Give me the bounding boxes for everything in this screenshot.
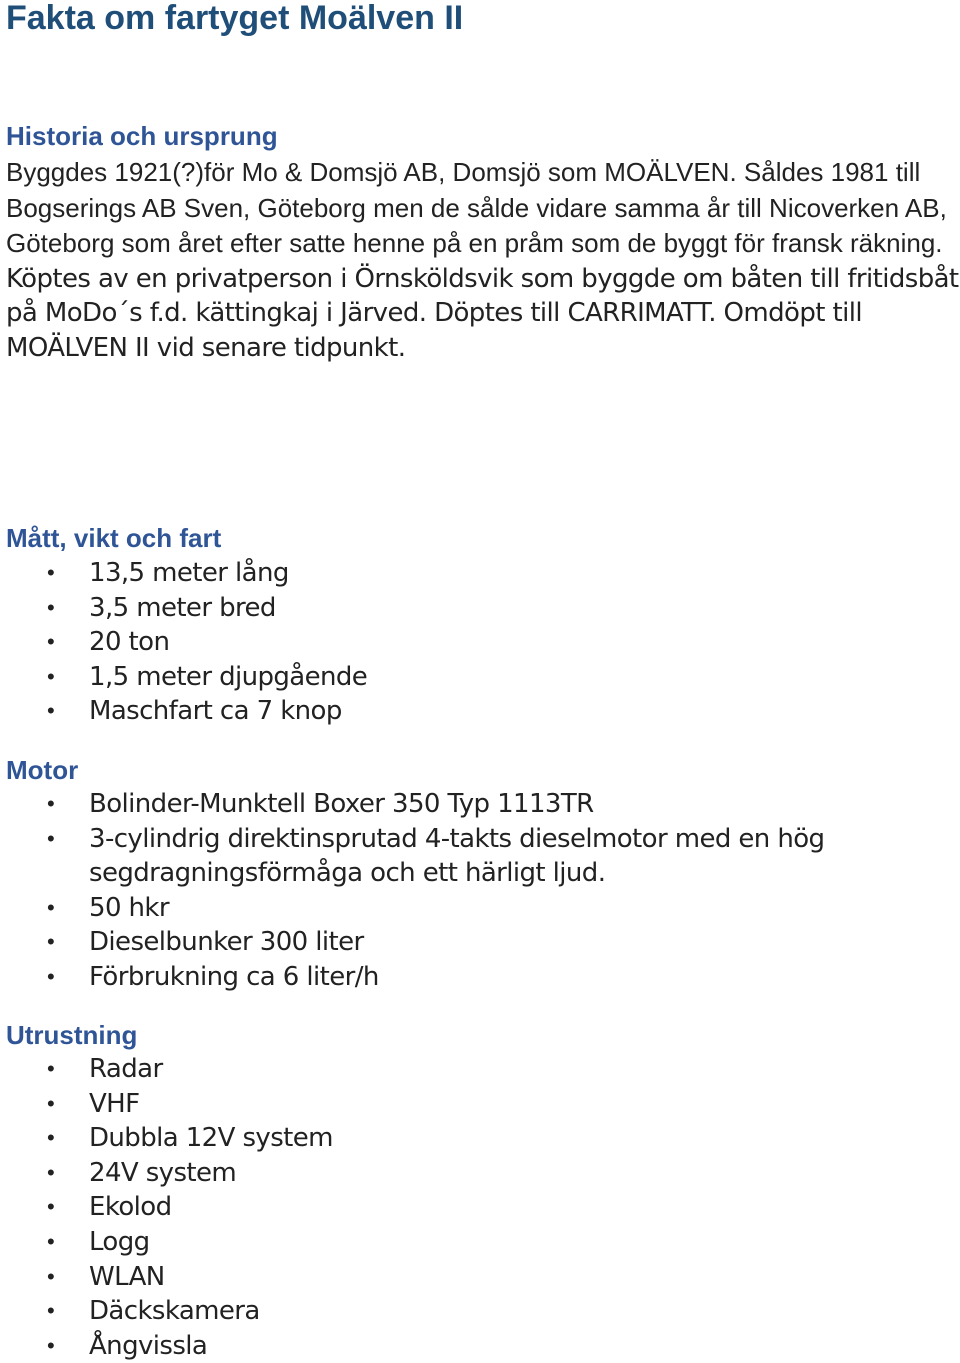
list-item-text: Ångvissla: [89, 1330, 208, 1361]
history-text-part2: Köptes av en privatperson i Örnsköldsvik som byggde om båten till fritidsbåt på MoDo´s f.d. kättingkaj i Järved. Döptes till CARRIMATT. Omdöpt till MOÄLVEN II vid senare tidpunkt.: [6, 263, 959, 363]
bullet-icon: •: [47, 791, 55, 816]
history-heading: Historia och ursprung: [6, 121, 278, 151]
bullet-icon: •: [47, 1298, 55, 1324]
bullet-icon: •: [47, 594, 55, 620]
list-item: [0, 556, 930, 591]
list-item-text: Dubbla 12V system: [89, 1123, 333, 1154]
bullet-icon: •: [47, 1056, 55, 1081]
bullet-icon: •: [47, 629, 55, 655]
bullet-icon: •: [47, 1194, 55, 1220]
bullet-icon: •: [47, 825, 55, 851]
list-item: [0, 822, 930, 891]
list-item: [0, 1121, 930, 1156]
list-item-text: Däckskamera: [89, 1296, 260, 1327]
list-item: [0, 660, 930, 695]
bullet-icon: •: [47, 1332, 55, 1358]
history-paragraph: [6, 155, 960, 366]
bullet-icon: •: [47, 1263, 55, 1289]
list-item-text: Maschfart ca 7 knop: [89, 696, 342, 727]
bullet-icon: •: [47, 1228, 55, 1254]
list-item-text: 13,5 meter lång: [89, 558, 289, 588]
list-item-text: Bolinder-Munktell Boxer 350 Typ 1113TR: [89, 789, 594, 819]
list-item: [0, 1329, 930, 1363]
bullet-icon: •: [47, 1159, 55, 1185]
list-item-text: VHF: [89, 1088, 140, 1119]
list-item-text: Radar: [89, 1054, 163, 1084]
list-item-text: Ekolod: [89, 1192, 172, 1223]
list-item: [0, 787, 930, 822]
list-item-text: 50 hkr: [89, 892, 169, 923]
list-item: [0, 925, 930, 960]
engine-list: [0, 787, 930, 995]
list-item-text: Förbrukning ca 6 liter/h: [89, 961, 379, 992]
list-item: [0, 625, 930, 660]
list-item: [0, 694, 930, 729]
list-item: [0, 1052, 930, 1087]
equipment-list: [0, 1052, 930, 1363]
list-item-text: 3,5 meter bred: [89, 592, 276, 623]
list-item: [0, 1225, 930, 1260]
list-item: [0, 1260, 930, 1295]
dimensions-heading: Mått, vikt och fart: [6, 523, 222, 553]
bullet-icon: •: [47, 963, 55, 989]
bullet-icon: •: [47, 929, 55, 955]
engine-heading: Motor: [6, 755, 79, 785]
dimensions-list: [0, 556, 930, 729]
list-item: [0, 1294, 930, 1329]
list-item: [0, 960, 930, 995]
equipment-heading: Utrustning: [6, 1020, 138, 1050]
history-text-part1: Byggdes 1921(?)för Mo & Domsjö AB, Domsjö som MOÄLVEN. Såldes 1981 till Bogserings AB Sven, Göteborg men de sålde vidare samma år till Nicoverken AB, Göteborg som året efter satte henne på en pråm som de byggt för fransk räkning.: [6, 157, 947, 259]
bullet-icon: •: [47, 560, 55, 585]
page-title: Fakta om fartyget Moälven II: [6, 0, 464, 37]
bullet-icon: •: [47, 663, 55, 689]
bullet-icon: •: [47, 1125, 55, 1151]
list-item: [0, 591, 930, 626]
list-item: [0, 1190, 930, 1225]
bullet-icon: •: [47, 1090, 55, 1116]
list-item: [0, 1156, 930, 1191]
list-item-text: WLAN: [89, 1261, 165, 1292]
list-item-text: Logg: [89, 1226, 150, 1257]
list-item: [0, 891, 930, 926]
list-item-text: 1,5 meter djupgående: [89, 661, 368, 692]
list-item: [0, 1087, 930, 1122]
list-item-text: Dieselbunker 300 liter: [89, 927, 364, 958]
list-item-text: 24V system: [89, 1157, 237, 1188]
list-item-text: 20 ton: [89, 627, 170, 658]
bullet-icon: •: [47, 698, 55, 724]
list-item-text: 3-cylindrig direktinsprutad 4-takts dieselmotor med en hög segdragningsförmåga och ett härligt ljud.: [89, 823, 825, 889]
bullet-icon: •: [47, 894, 55, 920]
